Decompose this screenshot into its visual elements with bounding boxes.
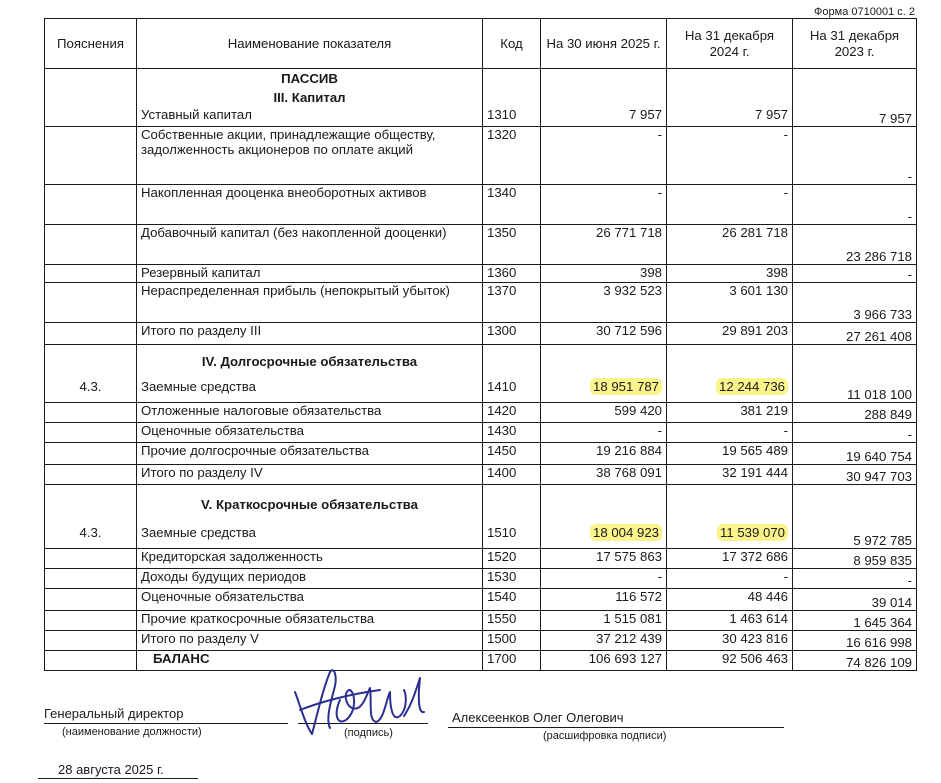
row-value-col3: 7 957 <box>793 107 917 127</box>
date-underline <box>38 778 198 779</box>
row-name: Итого по разделу V <box>137 631 483 651</box>
row-name: Кредиторская задолженность <box>137 549 483 569</box>
section3-title-row <box>45 89 917 107</box>
highlighted-value: 18 004 923 <box>590 524 662 541</box>
table-row <box>45 589 917 611</box>
row-value-col3: 3 966 733 <box>793 283 917 323</box>
report-date: 28 августа 2025 г. <box>58 762 164 777</box>
row-code: 1350 <box>483 225 541 265</box>
table-row <box>45 549 917 569</box>
row-value-col1: 38 768 091 <box>541 465 667 485</box>
row-code: 1360 <box>483 265 541 283</box>
empty-cell <box>793 89 917 107</box>
row-value-col2: 398 <box>667 265 793 283</box>
section5-borrowings-row <box>45 525 917 549</box>
row-code: 1410 <box>483 379 541 403</box>
row-note <box>45 423 137 443</box>
row-code: 1510 <box>483 525 541 549</box>
row-value-col3: - <box>793 569 917 589</box>
table-row <box>45 265 917 283</box>
row-note <box>45 283 137 323</box>
section4-total-row <box>45 465 917 485</box>
empty-cell <box>667 89 793 107</box>
table-row <box>45 611 917 631</box>
row-code: 1300 <box>483 323 541 345</box>
signer-name: Алексеенков Олег Олегович <box>452 710 624 725</box>
row-value-col3: 27 261 408 <box>793 323 917 345</box>
row-name: Итого по разделу III <box>137 323 483 345</box>
row-name: Резервный капитал <box>137 265 483 283</box>
row-name: Доходы будущих периодов <box>137 569 483 589</box>
row-note: 4.3. <box>45 525 137 549</box>
empty-cell <box>541 89 667 107</box>
row-value-col2: 30 423 816 <box>667 631 793 651</box>
row-value-col2: - <box>667 423 793 443</box>
row-code: 1400 <box>483 465 541 485</box>
row-value-col3: 5 972 785 <box>793 525 917 549</box>
row-value-col3: 11 018 100 <box>793 379 917 403</box>
row-value-col1: 3 932 523 <box>541 283 667 323</box>
row-value-col1: 398 <box>541 265 667 283</box>
row-value-col2: 19 565 489 <box>667 443 793 465</box>
row-code: 1320 <box>483 127 541 185</box>
row-value-col1: 1 515 081 <box>541 611 667 631</box>
signature-caption: (подпись) <box>344 727 393 739</box>
row-code: 1450 <box>483 443 541 465</box>
row-value-col3: - <box>793 127 917 185</box>
liabilities-title-row <box>45 69 917 89</box>
row-name: Нераспределенная прибыль (непокрытый убыток) <box>137 283 483 323</box>
row-value-col3: 288 849 <box>793 403 917 423</box>
row-note <box>45 465 137 485</box>
section4-title-row-title: IV. Долгосрочные обязательства <box>137 345 483 379</box>
row-note <box>45 443 137 465</box>
empty-cell <box>541 69 667 89</box>
row-value-col2: - <box>667 569 793 589</box>
table-row <box>45 127 917 185</box>
row-name: Накопленная дооценка внеоборотных активов <box>137 185 483 225</box>
row-note <box>45 185 137 225</box>
row-value-col1: 116 572 <box>541 589 667 611</box>
table-row <box>45 423 917 443</box>
row-value-col1: - <box>541 569 667 589</box>
row-code: 1540 <box>483 589 541 611</box>
row-value-col1: 37 212 439 <box>541 631 667 651</box>
row-name: Добавочный капитал (без накопленной дооценки) <box>137 225 483 265</box>
balance-total-row <box>45 651 917 671</box>
header-row <box>45 19 917 69</box>
row-name: Собственные акции, принадлежащие обществу, задолженность акционеров по оплате акций <box>137 127 483 185</box>
header-col1: На 30 июня 2025 г. <box>541 19 667 69</box>
row-note <box>45 631 137 651</box>
section5-title-row-title: V. Краткосрочные обязательства <box>137 485 483 525</box>
empty-cell <box>483 345 541 379</box>
row-note <box>45 589 137 611</box>
section5-title-row <box>45 485 917 525</box>
row-value-col1: 17 575 863 <box>541 549 667 569</box>
section5-total-row <box>45 631 917 651</box>
table-row <box>45 107 917 127</box>
row-value-col3: 30 947 703 <box>793 465 917 485</box>
empty-cell <box>667 485 793 525</box>
section4-title-row <box>45 345 917 379</box>
row-note <box>45 107 137 127</box>
row-value-col2: 48 446 <box>667 589 793 611</box>
row-name: Отложенные налоговые обязательства <box>137 403 483 423</box>
row-value-col2: 32 191 444 <box>667 465 793 485</box>
row-code: 1530 <box>483 569 541 589</box>
name-underline <box>448 727 784 728</box>
liabilities-title-row-title: ПАССИВ <box>137 69 483 89</box>
header-notes: Пояснения <box>45 19 137 69</box>
row-note <box>45 569 137 589</box>
empty-cell <box>793 485 917 525</box>
row-note <box>45 403 137 423</box>
table-row <box>45 569 917 589</box>
empty-cell <box>45 345 137 379</box>
row-name: Оценочные обязательства <box>137 589 483 611</box>
row-note <box>45 611 137 631</box>
section3-title-row-title: III. Капитал <box>137 89 483 107</box>
row-value-col3: - <box>793 265 917 283</box>
row-value-col1: 26 771 718 <box>541 225 667 265</box>
row-value-col1: - <box>541 423 667 443</box>
row-value-col3: 74 826 109 <box>793 651 917 671</box>
row-value-col3: 39 014 <box>793 589 917 611</box>
row-name: Оценочные обязательства <box>137 423 483 443</box>
row-name: БАЛАНС <box>137 651 483 671</box>
table-row <box>45 185 917 225</box>
header-code: Код <box>483 19 541 69</box>
signature-underline <box>298 723 428 724</box>
empty-cell <box>483 89 541 107</box>
row-value-col1 <box>541 525 667 549</box>
empty-cell <box>45 69 137 89</box>
row-name: Уставный капитал <box>137 107 483 127</box>
row-note: 4.3. <box>45 379 137 403</box>
row-code: 1550 <box>483 611 541 631</box>
position-caption: (наименование должности) <box>62 726 202 738</box>
row-value-col2: 17 372 686 <box>667 549 793 569</box>
row-value-col1: - <box>541 185 667 225</box>
row-name: Заемные средства <box>137 379 483 403</box>
row-value-col3: 23 286 718 <box>793 225 917 265</box>
row-code: 1420 <box>483 403 541 423</box>
row-value-col3: - <box>793 185 917 225</box>
signer-position: Генеральный директор <box>44 706 184 721</box>
empty-cell <box>45 89 137 107</box>
row-value-col1: 19 216 884 <box>541 443 667 465</box>
row-value-col1: 30 712 596 <box>541 323 667 345</box>
row-value-col3: 19 640 754 <box>793 443 917 465</box>
row-value-col2: 92 506 463 <box>667 651 793 671</box>
header-col3: На 31 декабря 2023 г. <box>793 19 917 69</box>
row-value-col1: 7 957 <box>541 107 667 127</box>
row-name: Итого по разделу IV <box>137 465 483 485</box>
row-value-col2: 7 957 <box>667 107 793 127</box>
row-code: 1340 <box>483 185 541 225</box>
row-value-col1 <box>541 379 667 403</box>
form-code: Форма 0710001 с. 2 <box>814 6 915 18</box>
row-note <box>45 549 137 569</box>
empty-cell <box>541 485 667 525</box>
row-value-col2 <box>667 379 793 403</box>
highlighted-value: 12 244 736 <box>716 378 788 395</box>
position-underline <box>44 723 288 724</box>
row-value-col2: 29 891 203 <box>667 323 793 345</box>
empty-cell <box>45 485 137 525</box>
highlighted-value: 18 951 787 <box>590 378 662 395</box>
table-row <box>45 403 917 423</box>
row-value-col2: 26 281 718 <box>667 225 793 265</box>
row-name: Заемные средства <box>137 525 483 549</box>
row-value-col2: 3 601 130 <box>667 283 793 323</box>
table-row <box>45 283 917 323</box>
row-name: Прочие краткосрочные обязательства <box>137 611 483 631</box>
empty-cell <box>667 345 793 379</box>
row-value-col2: - <box>667 185 793 225</box>
row-value-col1: 599 420 <box>541 403 667 423</box>
row-code: 1700 <box>483 651 541 671</box>
row-value-col3: - <box>793 423 917 443</box>
empty-cell <box>793 345 917 379</box>
name-caption: (расшифровка подписи) <box>543 730 667 742</box>
row-note <box>45 323 137 345</box>
row-code: 1520 <box>483 549 541 569</box>
table-row <box>45 443 917 465</box>
row-note <box>45 127 137 185</box>
row-value-col2: 381 219 <box>667 403 793 423</box>
row-value-col2: - <box>667 127 793 185</box>
row-value-col1: - <box>541 127 667 185</box>
row-code: 1310 <box>483 107 541 127</box>
row-value-col1: 106 693 127 <box>541 651 667 671</box>
row-code: 1370 <box>483 283 541 323</box>
row-value-col3: 16 616 998 <box>793 631 917 651</box>
row-value-col2 <box>667 525 793 549</box>
row-code: 1430 <box>483 423 541 443</box>
empty-cell <box>541 345 667 379</box>
row-value-col2: 1 463 614 <box>667 611 793 631</box>
table-row <box>45 225 917 265</box>
row-note <box>45 225 137 265</box>
table-body <box>45 69 917 671</box>
empty-cell <box>793 69 917 89</box>
empty-cell <box>483 485 541 525</box>
balance-table <box>44 18 917 671</box>
highlighted-value: 11 539 070 <box>717 524 788 541</box>
header-col2: На 31 декабря 2024 г. <box>667 19 793 69</box>
row-code: 1500 <box>483 631 541 651</box>
row-value-col3: 1 645 364 <box>793 611 917 631</box>
section4-borrowings-row <box>45 379 917 403</box>
empty-cell <box>667 69 793 89</box>
row-note <box>45 265 137 283</box>
section3-total-row <box>45 323 917 345</box>
header-name: Наименование показателя <box>137 19 483 69</box>
empty-cell <box>483 69 541 89</box>
row-value-col3: 8 959 835 <box>793 549 917 569</box>
row-note <box>45 651 137 671</box>
row-name: Прочие долгосрочные обязательства <box>137 443 483 465</box>
